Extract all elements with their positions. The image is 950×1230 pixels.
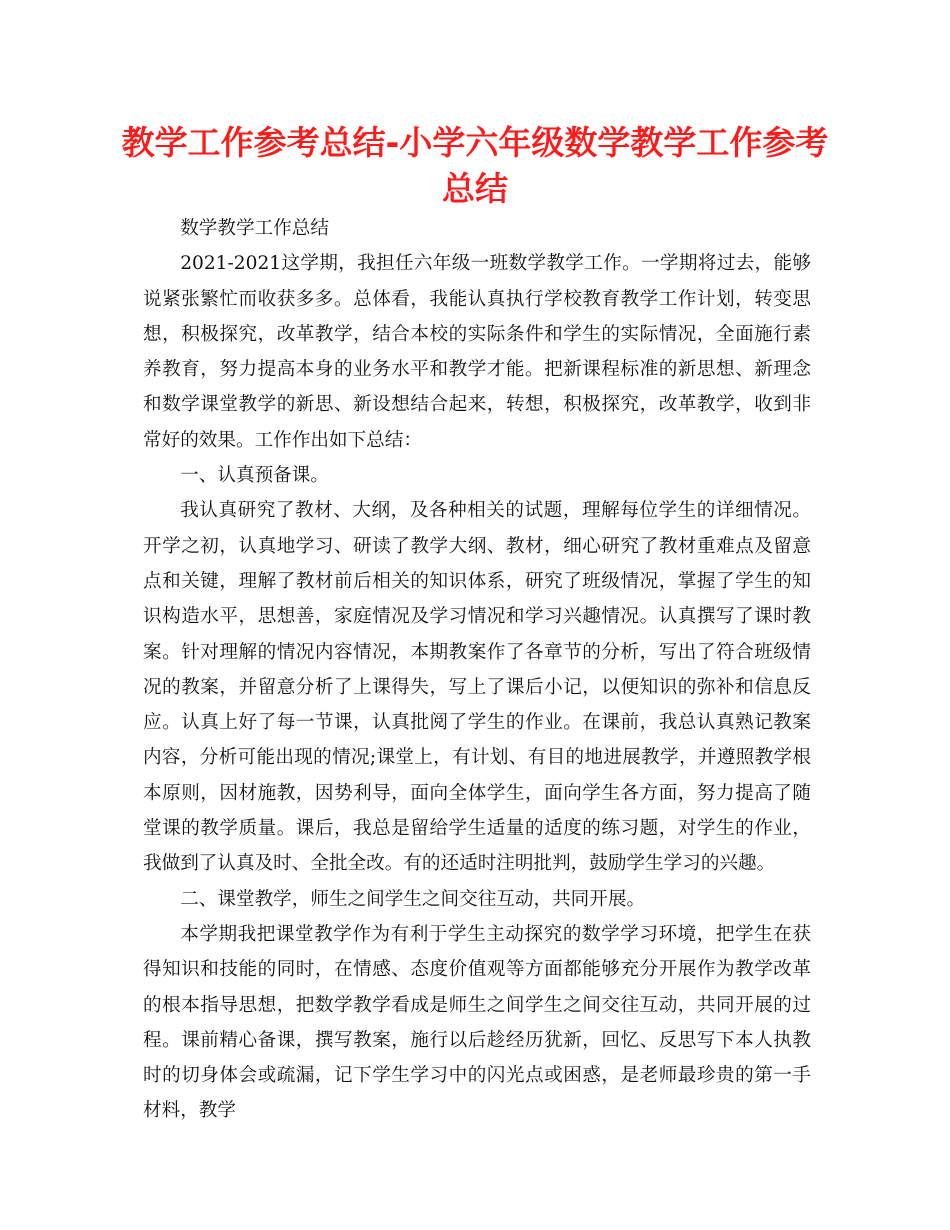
paragraph-section-2: 本学期我把课堂教学作为有利于学生主动探究的数学学习环境，把学生在获得知识和技能的同时，在情感、态度价值观等方面都能够充分开展作为教学改革的根本指导思想，把数学教学看成是师生之间学生之间交往互动，共同开展的过程。课前精心备课，撰写教案，施行以后趁经历犹新，回忆、反思写下本人执教时的切身体会或疏漏，记下学生学习中的闪光点或困惑，是老师最珍贵的第一手材料，教学 — [143, 923, 811, 1122]
paragraph-intro: 2021-2021这学期，我担任六年级一班数学教学工作。一学期将过去，能够说紧张繁忙而收获多多。总体看，我能认真执行学校教育教学工作计划，转变思想，积极探究，改革教学，结合本校的实际条件和学生的实际情况，全面施行素养教育，努力提高本身的业务水平和教学才能。把新课程标准的新思想、新理念和数学课堂教学的新思、新设想结合起来，转想，积极探究，改革教学，收到非常好的效果。工作作出如下总结： — [143, 253, 811, 451]
section-heading-1: 一、认真预备课。 — [180, 465, 329, 487]
paragraph-subtitle: 数学教学工作总结 — [180, 218, 329, 239]
document-body — [143, 211, 811, 1129]
page-title: 教学工作参考总结-小学六年级数学教学工作参考总结 — [121, 123, 829, 208]
section-heading-2: 二、课堂教学，师生之间学生之间交往互动，共同开展。 — [180, 888, 646, 910]
paragraph-section-1: 我认真研究了教材、大纲，及各种相关的试题，理解每位学生的详细情况。开学之初，认真地学习、研读了教学大纲、教材，细心研究了教材重难点及留意点和关键，理解了教材前后相关的知识体系，研究了班级情况，掌握了学生的知识构造水平，思想善，家庭情况及学习情况和学习兴趣情况。认真撰写了课时教案。针对理解的情况内容情况，本期教案作了各章节的分析，写出了符合班级情况的教案，并留意分析了上课得失，写上了课后小记，以便知识的弥补和信息反应。认真上好了每一节课，认真批阅了学生的作业。在课前，我总认真熟记教案内容，分析可能出现的情况;课堂上，有计划、有目的地进展教学，并遵照教学根本原则，因材施教，因势利导，面向全体学生，面向学生各方面，努力提高了随堂课的教学质量。课后，我总是留给学生适量的适度的练习题，对学生的作业，我做到了认真及时、全批全改。有的还适时注明批判，鼓励学生学习的兴趣。 — [143, 500, 811, 875]
